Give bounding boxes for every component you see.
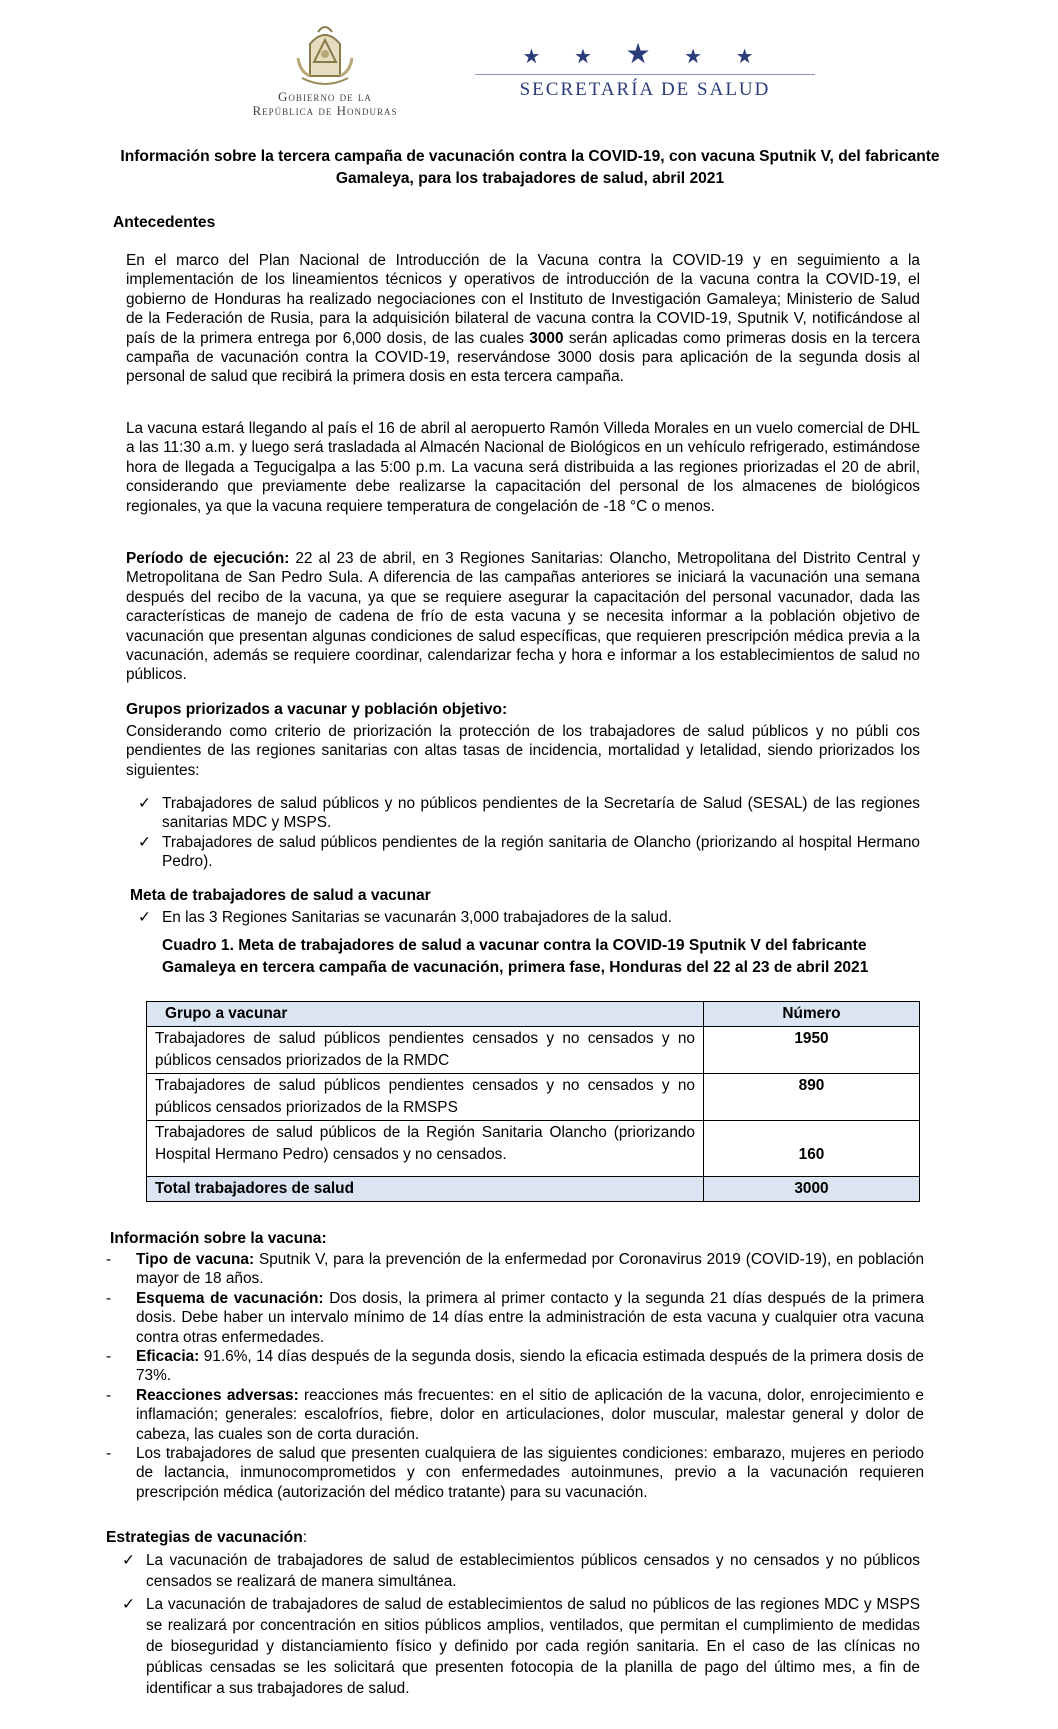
- coat-of-arms-icon: [290, 18, 360, 90]
- logo-divider: [475, 74, 815, 75]
- list-item: ✓ Trabajadores de salud públicos pendientes de la región sanitaria de Olancho (priorizando al hospital Hermano Pedro).: [138, 833, 920, 871]
- gov-line-2: República de Honduras: [252, 103, 398, 118]
- stars-icon: ★ ★ ★ ★ ★: [522, 38, 768, 69]
- table-cell-grupo: Trabajadores de salud públicos pendientes censados y no censados y no públicos censados priorizados de la RMSPS: [147, 1074, 704, 1121]
- meta-list: [126, 908, 920, 927]
- check-icon: ✓: [138, 795, 151, 812]
- periodo-paragraph: [126, 549, 920, 685]
- p1-text-a: En el marco del Plan Nacional de Introducción de la Vacuna contra la COVID-19 y en seguimiento a la implementación de los lineamientos técnicos y operativos de introducción de la vacuna contra la COVID-19, el gobierno de Honduras ha realizado negociaciones con el Instituto de Investigación Gamaleya; Ministerio de Salud de la Federación de Rusia, para la adquisición bilateral de vacuna contra la COVID-19, Sputnik V, notificándose al país de la primera entrega por 6,000 dosis, de las cuales: [126, 252, 920, 347]
- government-logo: [225, 18, 425, 128]
- table-cell-numero: 160: [704, 1121, 920, 1177]
- col-header-numero: Número: [704, 1002, 920, 1027]
- dash-bullet: -: [106, 1251, 112, 1268]
- list-item: - Eficacia: 91.6%, 14 días después de la segunda dosis, siendo la eficacia estimada después de la primera dosis de 73%.: [106, 1348, 924, 1385]
- list-item: - Tipo de vacuna: Sputnik V, para la prevención de la enfermedad por Coronavirus 2019 (COVID-19), en población mayor de 18 años.: [106, 1251, 924, 1288]
- total-label: Total trabajadores de salud: [147, 1177, 704, 1202]
- check-icon: ✓: [122, 1552, 135, 1569]
- check-icon: ✓: [122, 1596, 135, 1613]
- antecedentes-heading: Antecedentes: [113, 214, 216, 231]
- list-item: ✓ Trabajadores de salud públicos y no públicos pendientes de la Secretaría de Salud (SESAL) de las regiones sanitarias MDC y MSPS.: [138, 795, 920, 832]
- dash-bullet: -: [106, 1445, 112, 1463]
- secretaria-name: SECRETARÍA DE SALUD: [519, 79, 771, 100]
- document-title: Información sobre la tercera campaña de vacunación contra la COVID-19, con vacuna Sputnik V, del fabricante Gamaleya, para los trabajadores de salud, abril 2021: [120, 148, 940, 187]
- table-header-row: [147, 1002, 920, 1027]
- estrategias-list: [110, 1550, 920, 1699]
- p1-text-b: serán aplicadas como primeras dosis en la tercera campaña de vacunación contra la COVID-19, reservándose 3000 dosis para aplicación de la segunda dosis al personal de salud que recibirá la primera dosis en esta tercera campaña.: [126, 329, 921, 386]
- gov-line-1: Gobierno de la: [278, 89, 372, 104]
- p1-bold-number: 3000: [529, 329, 564, 347]
- dash-bullet: -: [106, 1348, 112, 1366]
- list-item: ✓ La vacunación de trabajadores de salud de establecimientos de salud no públicos de las regiones MDC y MSPS se realizará por concentración en sitios públicos amplios, ventilados, que permitan el cumplimiento de medidas de bioseguridad y distanciamiento físico y definido por cada región sanitaria. En el caso de las clínicas no públicas censadas se les solicitará que presenten fotocopia de la planilla de pago del último mes, a fin de identificar a sus trabajadores de salud.: [122, 1596, 920, 1697]
- table-row: [147, 1027, 920, 1074]
- periodo-label: Período de ejecución:: [126, 550, 290, 567]
- letterhead: [225, 18, 815, 128]
- check-icon: ✓: [138, 909, 151, 926]
- antecedentes-paragraph-2: La vacuna estará llegando al país el 16 de abril al aeropuerto Ramón Villeda Morales en un vuelo comercial de DHL a las 11:30 a.m. y luego será trasladada al Almacén Nacional de Biológicos en un vehículo refrigerado, estimándose hora de llegada a Tegucigalpa a las 5:00 p.m. La vacuna será distribuida a las regiones priorizadas el 20 de abril, considerando que previamente debe realizarse la capacitación del personal de los almacenes de biológicos regionales, ya que la vacuna requiere temperatura de congelación de -18 °C o menos.: [126, 420, 920, 515]
- total-value: 3000: [704, 1177, 920, 1202]
- estrategias-heading: Estrategias de vacunación:: [106, 1529, 308, 1546]
- table-cell-grupo: Trabajadores de salud públicos de la Región Sanitaria Olancho (priorizando Hospital Hermano Pedro) censados y no censados.: [147, 1121, 704, 1177]
- table-caption: Cuadro 1. Meta de trabajadores de salud a vacunar contra la COVID-19 Sputnik V del fabricante Gamaleya en tercera campaña de vacunación, primera fase, Honduras del 22 al 23 de abril 2021: [162, 937, 869, 976]
- antecedentes-paragraph-1: [126, 251, 920, 387]
- vacuna-list: [106, 1250, 924, 1502]
- periodo-text: 22 al 23 de abril, en 3 Regiones Sanitarias: Olancho, Metropolitana del Distrito Central y Metropolitana de San Pedro Sula. A diferencia de las campañas anteriores se iniciará la vacunación una semana después del recibo de la vacuna, ya que se requiere asegurar la capacitación del personal vacunador, dada las características de manejo de cadena de frío de esta vacuna y se necesita informar a la población objetivo de vacunación que presentan algunas condiciones de salud específicas, que requieren prescripción médica previa a la vacunación, además se requiere coordinar, calendarizar fecha y hora e informar a los establecimientos de salud no públicos.: [126, 550, 920, 684]
- table-row: [147, 1074, 920, 1121]
- table-row: [147, 1121, 920, 1177]
- list-item: - Reacciones adversas: reacciones más frecuentes: en el sitio de aplicación de la vacuna, dolor, enrojecimiento e inflamación; generales: escalofríos, fiebre, dolor en articulaciones, dolor muscular, malestar general y dolor de cabeza, las cuales son de corta duración.: [106, 1386, 924, 1443]
- dash-bullet: -: [106, 1386, 112, 1404]
- table-cell-numero: 890: [704, 1074, 920, 1121]
- meta-heading: Meta de trabajadores de salud a vacunar: [130, 887, 431, 904]
- grupos-intro: Considerando como criterio de priorización la protección de los trabajadores de salud públicos y no públi cos pendientes de las regiones sanitarias con altas tasas de incidencia, mortalidad y letalidad, siendo priorizados los siguientes:: [126, 723, 920, 779]
- list-item: - Los trabajadores de salud que presenten cualquiera de las siguientes condiciones: embarazo, mujeres en periodo de lactancia, inmunocomprometidos y con enfermedades autoinmunes, previo a la vacunación requieren prescripción médica (autorización del médico tratante) para su vacunación.: [106, 1445, 924, 1501]
- table-cell-grupo: Trabajadores de salud públicos pendientes censados y no censados y no públicos censados priorizados de la RMDC: [147, 1027, 704, 1074]
- list-item: ✓ En las 3 Regiones Sanitarias se vacunarán 3,000 trabajadores de la salud.: [138, 909, 672, 926]
- list-item: ✓ La vacunación de trabajadores de salud de establecimientos públicos censados y no censados y no públicos censados se realizará de manera simultánea.: [122, 1552, 920, 1590]
- meta-table: [146, 1001, 920, 1202]
- table-cell-numero: 1950: [704, 1027, 920, 1074]
- check-icon: ✓: [138, 833, 151, 851]
- grupos-heading: Grupos priorizados a vacunar y población objetivo:: [126, 701, 508, 718]
- vacuna-heading: Información sobre la vacuna:: [110, 1230, 327, 1247]
- list-item: - Esquema de vacunación: Dos dosis, la primera al primer contacto y la segunda 21 días después de la primera dosis. Debe haber un intervalo mínimo de 14 días entre la administración de esta vacuna y cualquier otra vacuna contra otras enfermedades.: [106, 1289, 925, 1346]
- secretaria-logo: [475, 38, 815, 123]
- dash-bullet: -: [106, 1289, 112, 1307]
- grupos-list: [126, 794, 920, 872]
- table-total-row: [147, 1177, 920, 1202]
- col-header-grupo: Grupo a vacunar: [147, 1002, 704, 1027]
